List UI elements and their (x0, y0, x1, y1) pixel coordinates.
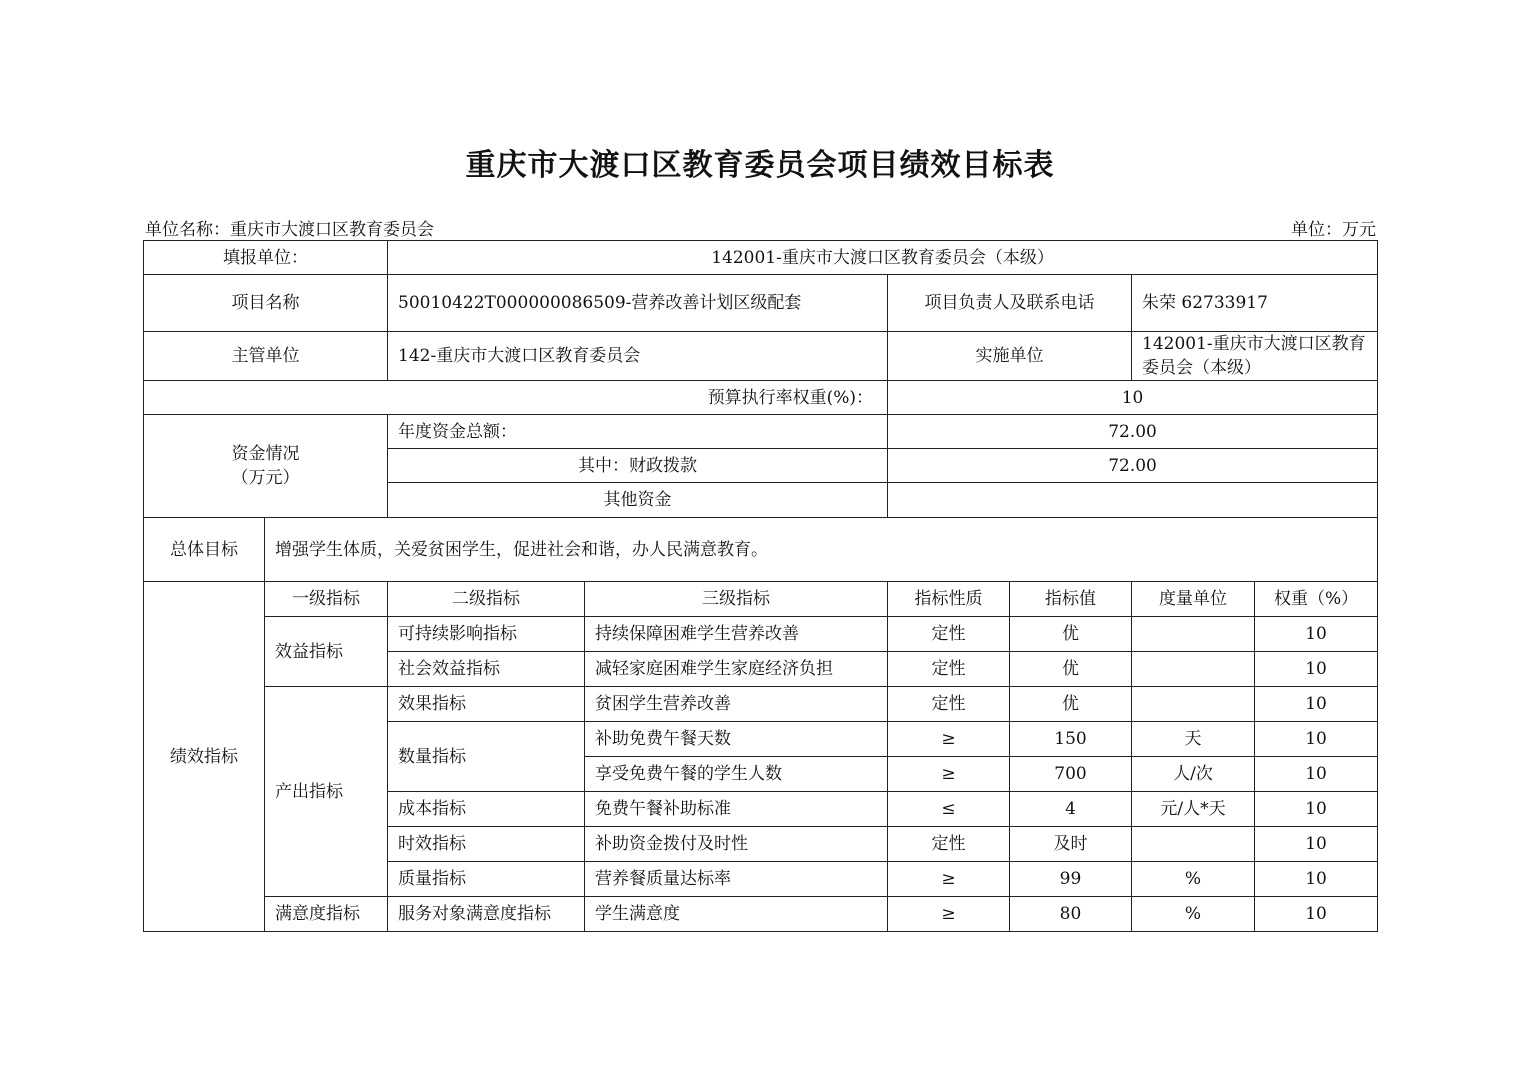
indicator-weight: 10 (1255, 722, 1378, 757)
indicator-nature: 定性 (888, 827, 1010, 862)
funds-label (144, 415, 388, 518)
level2-social: 社会效益指标 (388, 652, 585, 687)
level3-name: 营养餐质量达标率 (585, 862, 888, 897)
indicator-weight: 10 (1255, 792, 1378, 827)
indicator-nature: ≥ (888, 757, 1010, 792)
level2-effect: 效果指标 (388, 687, 585, 722)
level3-name: 补助资金拨付及时性 (585, 827, 888, 862)
indicator-value: 99 (1010, 862, 1132, 897)
table-row (144, 617, 1378, 652)
budget-weight-value: 10 (888, 381, 1378, 415)
indicator-unit: 元/人*天 (1132, 792, 1255, 827)
indicator-unit (1132, 652, 1255, 687)
level1-output: 产出指标 (265, 687, 388, 897)
indicator-unit (1132, 827, 1255, 862)
supervisor-row (144, 332, 1378, 381)
performance-indicator-label: 绩效指标 (144, 582, 265, 932)
level3-name: 免费午餐补助标准 (585, 792, 888, 827)
indicator-nature: 定性 (888, 652, 1010, 687)
level3-name: 持续保障困难学生营养改善 (585, 617, 888, 652)
indicator-value: 优 (1010, 652, 1132, 687)
level3-name: 学生满意度 (585, 897, 888, 932)
indicator-weight: 10 (1255, 862, 1378, 897)
header-weight: 权重（%） (1255, 582, 1378, 617)
indicator-nature: 定性 (888, 617, 1010, 652)
indicator-weight: 10 (1255, 827, 1378, 862)
indicator-value: 优 (1010, 687, 1132, 722)
header-unit: 度量单位 (1132, 582, 1255, 617)
header-level1: 一级指标 (265, 582, 388, 617)
funds-unit-text: （万元） (231, 468, 300, 488)
filing-unit-row (144, 241, 1378, 275)
level1-satisfaction: 满意度指标 (265, 897, 388, 932)
level3-name: 补助免费午餐天数 (585, 722, 888, 757)
level2-service: 服务对象满意度指标 (388, 897, 585, 932)
indicator-unit: % (1132, 862, 1255, 897)
indicator-nature: ≥ (888, 897, 1010, 932)
indicator-unit: 人/次 (1132, 757, 1255, 792)
indicator-unit (1132, 617, 1255, 652)
project-owner-value: 朱荣 62733917 (1132, 275, 1378, 332)
indicator-nature: ≤ (888, 792, 1010, 827)
indicator-value: 优 (1010, 617, 1132, 652)
indicator-weight: 10 (1255, 897, 1378, 932)
level3-name: 贫困学生营养改善 (585, 687, 888, 722)
level3-name: 减轻家庭困难学生家庭经济负担 (585, 652, 888, 687)
indicator-value: 700 (1010, 757, 1132, 792)
indicator-value: 150 (1010, 722, 1132, 757)
indicator-unit: % (1132, 897, 1255, 932)
project-name-value: 50010422T000000086509-营养改善计划区级配套 (388, 275, 888, 332)
budget-weight-row (144, 381, 1378, 415)
other-funds-value (888, 483, 1378, 518)
level1-benefit: 效益指标 (265, 617, 388, 687)
indicator-unit: 天 (1132, 722, 1255, 757)
overall-goal-value: 增强学生体质，关爱贫困学生，促进社会和谐，办人民满意教育。 (265, 518, 1378, 582)
indicator-nature: ≥ (888, 862, 1010, 897)
implementer-label: 实施单位 (888, 332, 1132, 381)
budget-weight-label: 预算执行率权重(%)： (144, 381, 888, 415)
performance-goal-table (143, 240, 1378, 932)
indicator-value: 4 (1010, 792, 1132, 827)
overall-goal-label: 总体目标 (144, 518, 265, 582)
project-owner-label: 项目负责人及联系电话 (888, 275, 1132, 332)
indicator-header-row (144, 582, 1378, 617)
indicator-weight: 10 (1255, 687, 1378, 722)
project-name-label: 项目名称 (144, 275, 388, 332)
annual-total-row (144, 415, 1378, 449)
level2-quantity: 数量指标 (388, 722, 585, 792)
implementer-value: 142001-重庆市大渡口区教育委员会（本级） (1132, 332, 1378, 381)
filing-unit-label: 填报单位： (144, 241, 388, 275)
fiscal-label: 其中：财政拨款 (388, 449, 888, 483)
table-row (144, 897, 1378, 932)
indicator-nature: ≥ (888, 722, 1010, 757)
annual-total-value: 72.00 (888, 415, 1378, 449)
level3-name: 享受免费午餐的学生人数 (585, 757, 888, 792)
level2-cost: 成本指标 (388, 792, 585, 827)
supervisor-value: 142-重庆市大渡口区教育委员会 (388, 332, 888, 381)
header-level2: 二级指标 (388, 582, 585, 617)
funds-label-text: 资金情况 (231, 444, 300, 464)
table-row (144, 687, 1378, 722)
indicator-weight: 10 (1255, 757, 1378, 792)
indicator-weight: 10 (1255, 617, 1378, 652)
indicator-weight: 10 (1255, 652, 1378, 687)
filing-unit-value: 142001-重庆市大渡口区教育委员会（本级） (388, 241, 1378, 275)
other-funds-label: 其他资金 (388, 483, 888, 518)
indicator-nature: 定性 (888, 687, 1010, 722)
indicator-value: 80 (1010, 897, 1132, 932)
annual-total-label: 年度资金总额： (388, 415, 888, 449)
indicator-value: 及时 (1010, 827, 1132, 862)
unit-name-label: 单位名称：重庆市大渡口区教育委员会 (145, 220, 434, 240)
header-value: 指标值 (1010, 582, 1132, 617)
indicator-unit (1132, 687, 1255, 722)
currency-unit-label: 单位：万元 (1291, 220, 1376, 240)
supervisor-label: 主管单位 (144, 332, 388, 381)
fiscal-value: 72.00 (888, 449, 1378, 483)
header-level3: 三级指标 (585, 582, 888, 617)
project-name-row (144, 275, 1378, 332)
level2-sustain: 可持续影响指标 (388, 617, 585, 652)
page-title: 重庆市大渡口区教育委员会项目绩效目标表 (465, 148, 1055, 183)
header-nature: 指标性质 (888, 582, 1010, 617)
overall-goal-row (144, 518, 1378, 582)
level2-timeliness: 时效指标 (388, 827, 585, 862)
level2-quality: 质量指标 (388, 862, 585, 897)
